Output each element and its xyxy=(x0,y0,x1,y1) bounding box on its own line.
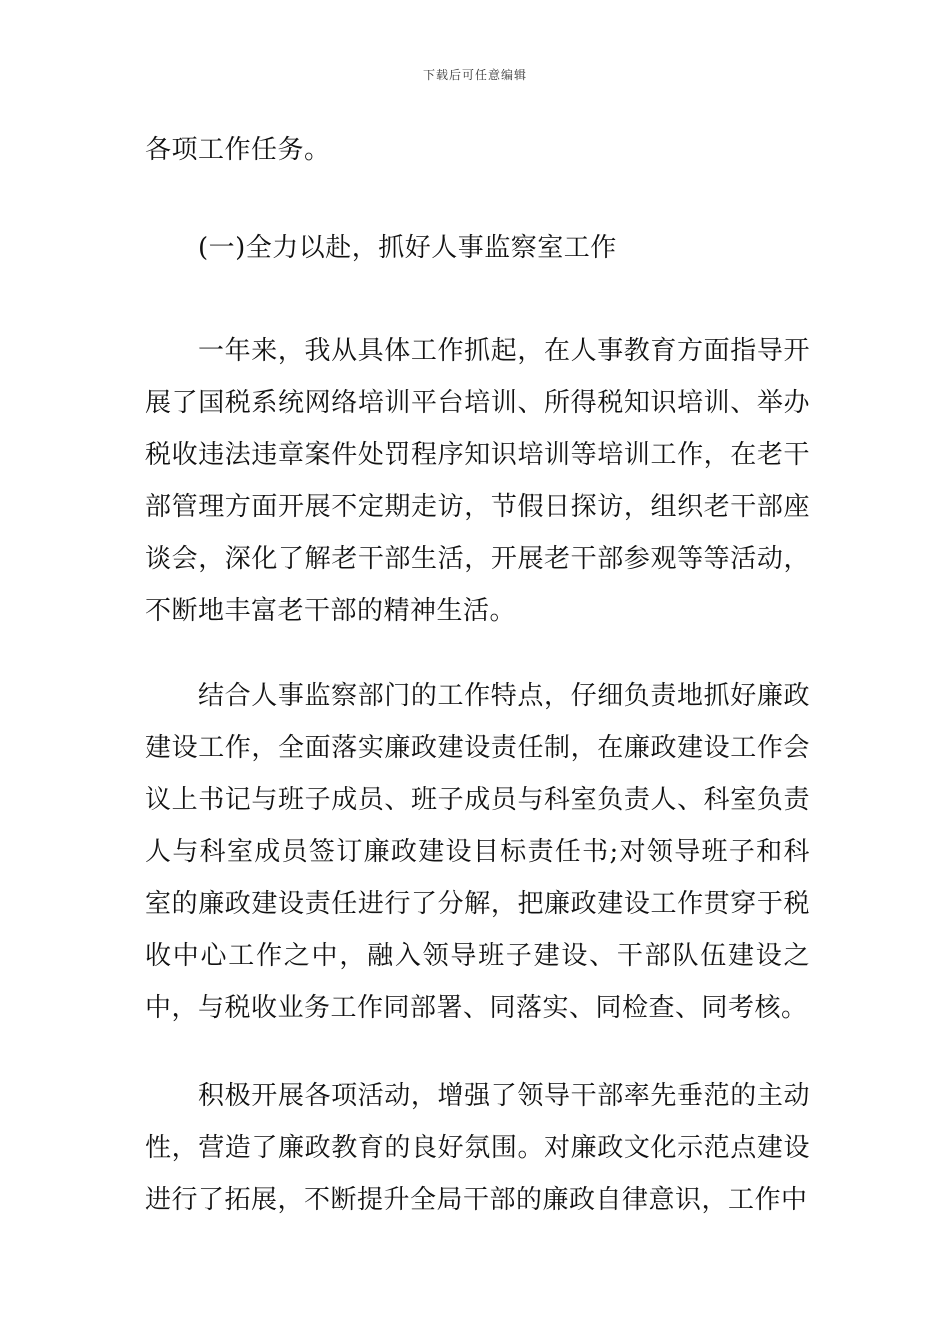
paragraph-activities: 积极开展各项活动，增强了领导干部率先垂范的主动性，营造了廉政教育的良好氛围。对廉政文化示范点建设进行了拓展，不断提升全局干部的廉政自律意识，工作中 xyxy=(145,1081,810,1215)
paragraph-continuation: 各项工作任务。 xyxy=(145,135,331,165)
section-heading: (一)全力以赴，抓好人事监察室工作 xyxy=(198,233,617,263)
page-header: 下载后可任意编辑 xyxy=(422,68,527,82)
paragraph-personnel-education: 一年来，我从具体工作抓起，在人事教育方面指导开展了国税系统网络培训平台培训、所得税知识培训、举办税收违法违章案件处罚程序知识培训等培训工作，在老干部管理方面开展不定期走访，节假日探访，组织老干部座谈会，深化了解老干部生活，开展老干部参观等等活动，不断地丰富老干部的精神生活。 xyxy=(145,336,810,626)
paragraph-integrity-building: 结合人事监察部门的工作特点，仔细负责地抓好廉政建设工作，全面落实廉政建设责任制，在廉政建设工作会议上书记与班子成员、班子成员与科室负责人、科室负责人与科室成员签订廉政建设目标责任书;对领导班子和科室的廉政建设责任进行了分解，把廉政建设工作贯穿于税收中心工作之中，融入领导班子建设、干部队伍建设之中，与税收业务工作同部署、同落实、同检查、同考核。 xyxy=(145,681,810,1023)
